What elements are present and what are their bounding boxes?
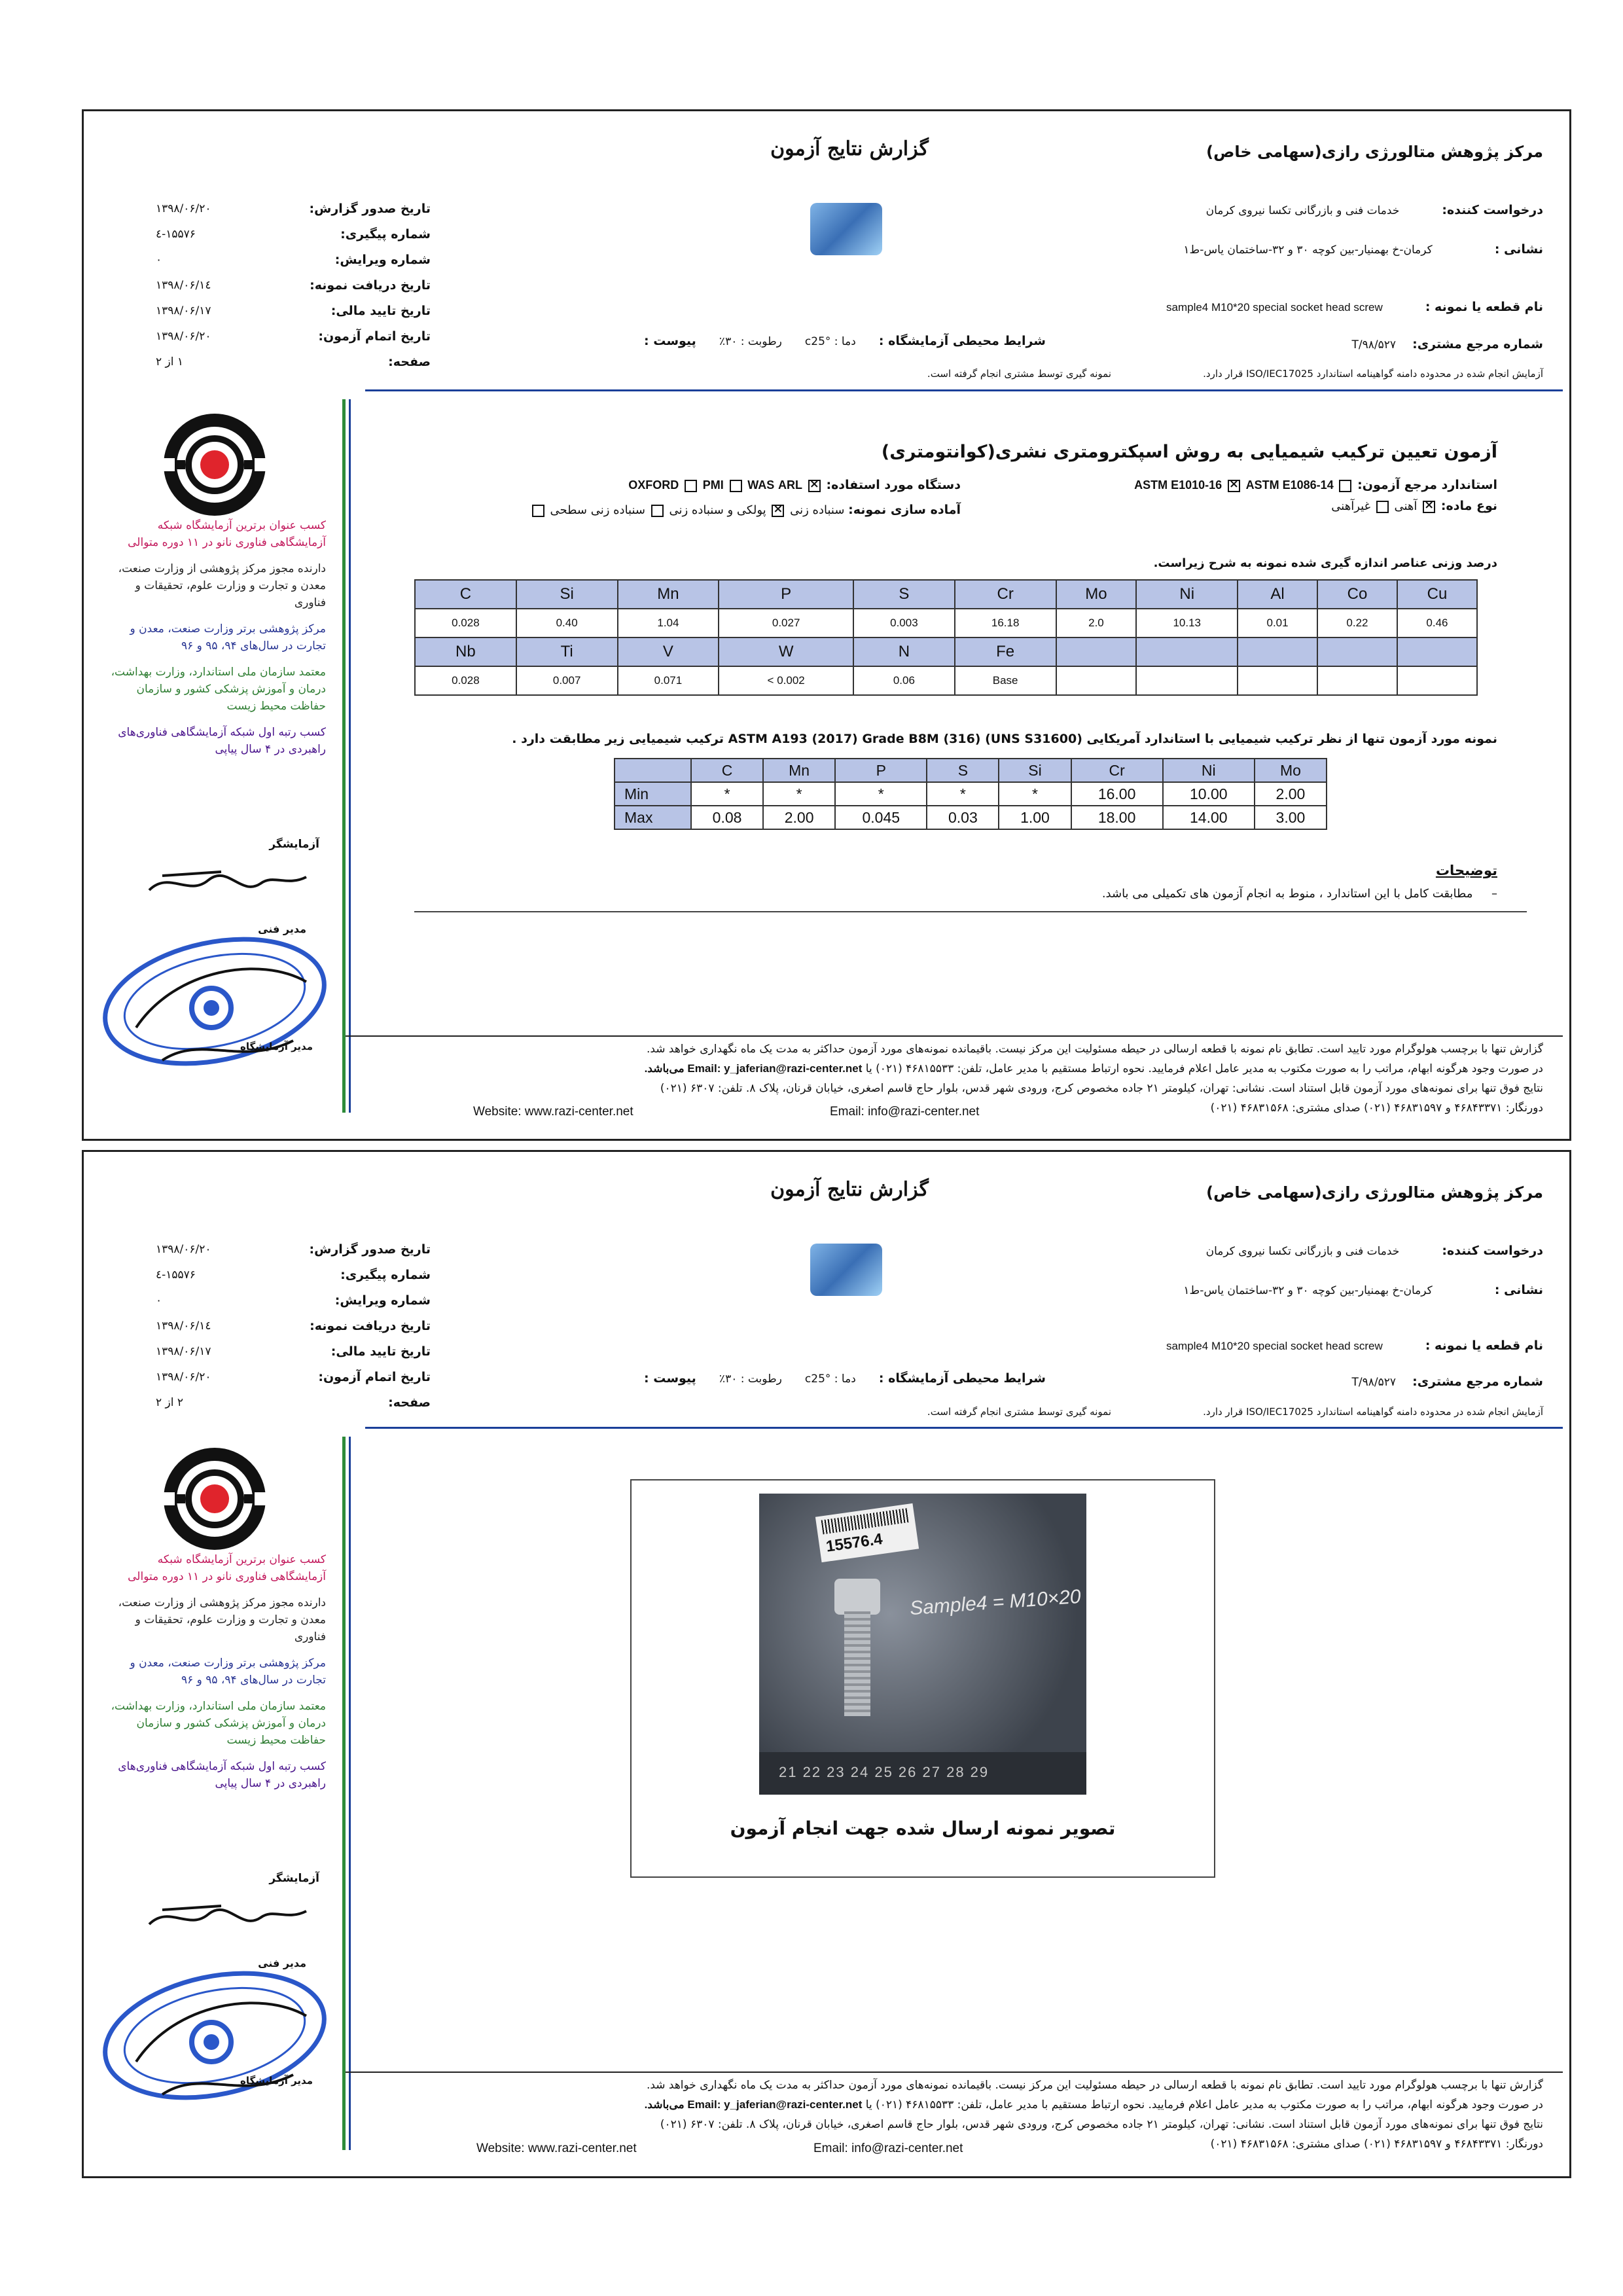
env-temp: دما : °c25 xyxy=(804,335,856,348)
table-cell: 2.00 xyxy=(763,806,835,829)
table-cell: Min xyxy=(615,782,691,806)
hologram-sticker xyxy=(810,1244,882,1296)
table-cell: Co xyxy=(1317,580,1397,609)
meta-tracking: شماره پیگیری: ۱۵۵۷۶-٤ xyxy=(156,227,431,242)
table-cell: V xyxy=(618,637,719,666)
table-cell: * xyxy=(927,782,999,806)
report-meta xyxy=(156,1237,431,1416)
table-cell: Fe xyxy=(955,637,1056,666)
ruler-numbers: 21 22 23 24 25 26 27 28 29 xyxy=(779,1764,990,1780)
ref-row xyxy=(1216,1374,1543,1389)
composition-values-row-2 xyxy=(415,666,1477,695)
photo-frame xyxy=(630,1479,1215,1878)
ref-label: شماره مرجع مشتری: xyxy=(1412,1374,1543,1389)
composition-table xyxy=(414,579,1478,696)
env-humidity: رطوبت : ۳۰٪ xyxy=(719,335,782,348)
table-cell: 0.40 xyxy=(516,609,618,637)
footer-email[interactable]: Email: info@razi-center.net xyxy=(813,2142,963,2155)
sidebar-item: کسب رتبه اول شبکه آزمایشگاهی فناوری‌های راهبردی در ۴ سال پیاپی xyxy=(118,726,326,756)
report-page-1 xyxy=(82,109,1571,1141)
sample-label: نام قطعه یا نمونه : xyxy=(1425,1338,1543,1353)
table-cell: Ni xyxy=(1136,580,1238,609)
sample-value: sample4 M10*20 special socket head screw xyxy=(1166,1340,1383,1352)
requester-label: درخواست کننده: xyxy=(1442,203,1543,217)
address-value: کرمان-خ بهمنیار-بین کوچه ۳۰ و ۳۲-ساختمان یاس-ط۱ xyxy=(1183,243,1433,257)
sidebar-item: معتمد سازمان ملی استاندارد، وزارت بهداشت، درمان و آموزش پزشکی کشور و سازمان حفاظت محیط زیست xyxy=(111,1700,326,1747)
sidebar-item: دارنده مجوز مرکز پژوهشی از وزارت صنعت، معدن و تجارت و وزارت علوم، تحقیقات و فناوری xyxy=(118,1596,326,1643)
table-cell: 14.00 xyxy=(1163,806,1255,829)
notes-underline xyxy=(414,911,1527,912)
spec-elements-row xyxy=(615,759,1327,782)
table-cell xyxy=(1397,637,1477,666)
table-cell: 2.0 xyxy=(1056,609,1137,637)
table-cell: Si xyxy=(999,759,1071,782)
table-cell: 0.007 xyxy=(516,666,618,695)
sample-photo xyxy=(759,1494,1086,1795)
tech-manager-label: مدیر فنی xyxy=(258,1957,306,1969)
photo-caption: تصویر نمونه ارسال شده جهت انجام آزمون xyxy=(730,1818,1116,1839)
screw-thread xyxy=(844,1611,870,1716)
footer-line-4: دورنگار: ۴۶۸۴۳۳۷۱ و ۴۶۸۳۱۵۹۷ (۰۲۱) صدای مشتری: ۴۶۸۳۱۵۶۸ (۰۲۱) xyxy=(1210,1102,1543,1115)
table-cell: C xyxy=(691,759,763,782)
device-pmi: PMI xyxy=(702,478,724,492)
table-cell: 10.13 xyxy=(1136,609,1238,637)
spec-max-row xyxy=(615,806,1327,829)
sidebar-blue-bar xyxy=(349,399,351,1113)
address-row xyxy=(856,242,1543,257)
table-cell: P xyxy=(719,580,853,609)
table-cell: Base xyxy=(955,666,1056,695)
sample-value: sample4 M10*20 special socket head screw xyxy=(1166,301,1383,314)
meta-revision: شماره ویرایش: ۰ xyxy=(156,253,431,267)
footer-line-2: در صورت وجود هرگونه ابهام، مراتب را به صورت مکتوب به مدیر عامل اعلام فرمایید. نحوه ارتباط مستقیم با مدیر عامل، تلفن: ۴۶۸۱۵۵۳۳ (۰۲۱) یا Email: y_jaferian@razi-center.net می‌باشد. xyxy=(644,1062,1543,1075)
footer-email[interactable]: Email: info@razi-center.net xyxy=(830,1105,980,1119)
requester-label: درخواست کننده: xyxy=(1442,1244,1543,1258)
standard-e1086-checkbox[interactable] xyxy=(1228,480,1240,492)
tester-label: آزمایشگر xyxy=(269,1872,319,1885)
table-cell: Si xyxy=(516,580,618,609)
table-cell: 0.027 xyxy=(719,609,853,637)
table-cell: Cr xyxy=(955,580,1056,609)
weight-percent-note: درصد وزنی عناصر اندازه گیری شده نمونه به شرح زیراست. xyxy=(1153,556,1497,570)
sidebar-item: معتمد سازمان ملی استاندارد، وزارت بهداشت، درمان و آموزش پزشکی کشور و سازمان حفاظت محیط زیست xyxy=(111,666,326,713)
table-cell: W xyxy=(719,637,853,666)
report-title: گزارش نتایج آزمون xyxy=(770,1178,929,1201)
table-cell: Ti xyxy=(516,637,618,666)
table-cell: S xyxy=(853,580,955,609)
table-cell: Al xyxy=(1238,580,1317,609)
table-cell: 0.03 xyxy=(927,806,999,829)
hologram-sticker xyxy=(810,203,882,255)
sampling-note: نمونه گیری توسط مشتری انجام گرفته است. xyxy=(927,1406,1111,1418)
footer-website[interactable]: Website: www.razi-center.net xyxy=(473,1105,633,1119)
ref-row xyxy=(1216,337,1543,351)
table-cell: P xyxy=(835,759,927,782)
address-value: کرمان-خ بهمنیار-بین کوچه ۳۰ و ۳۲-ساختمان یاس-ط۱ xyxy=(1183,1284,1433,1297)
env-attachment-label: پیوست : xyxy=(644,1371,696,1386)
table-cell xyxy=(1238,666,1317,695)
table-cell: 10.00 xyxy=(1163,782,1255,806)
table-cell xyxy=(1136,666,1238,695)
lab-manager-label: مدیر آزمایشگاه xyxy=(240,2075,313,2087)
header-divider xyxy=(365,1427,1563,1429)
table-cell: 0.01 xyxy=(1238,609,1317,637)
sidebar-item: کسب رتبه اول شبکه آزمایشگاهی فناوری‌های راهبردی در ۴ سال پیاپی xyxy=(118,1760,326,1790)
table-cell: 0.003 xyxy=(853,609,955,637)
standard-e1086: ASTM E1086-14 xyxy=(1245,478,1334,492)
table-cell: * xyxy=(691,782,763,806)
material-nonferrous: غیرآهنی xyxy=(1331,499,1371,513)
device-pmi-checkbox[interactable] xyxy=(685,480,697,492)
table-cell: 1.00 xyxy=(999,806,1071,829)
address-label: نشانی : xyxy=(1494,242,1543,257)
standard-row xyxy=(961,478,1497,492)
requester-value: خدمات فنی و بازرگانی تکسا نیروی کرمان xyxy=(1205,1245,1400,1258)
table-cell: 0.08 xyxy=(691,806,763,829)
accreditation-note: آزمایش انجام شده در محدوده دامنه گواهینامه استاندارد ISO/IEC17025 قرار دارد. xyxy=(1203,1406,1543,1418)
sampling-note: نمونه گیری توسط مشتری انجام گرفته است. xyxy=(927,368,1111,380)
meta-issue-date: تاریخ صدور گزارش: ۱۳۹۸/۰۶/۲۰ xyxy=(156,202,431,216)
sidebar-green-bar xyxy=(342,399,346,1113)
meta-page: صفحه: ۱ از ۲ xyxy=(156,355,431,369)
requester-row xyxy=(856,203,1543,217)
sidebar-green-bar xyxy=(342,1437,346,2150)
spec-min-row xyxy=(615,782,1327,806)
device-was: WAS xyxy=(747,478,775,492)
prep-option-1-checkbox[interactable] xyxy=(772,505,784,517)
sidebar-item: دارنده مجوز مرکز پژوهشی از وزارت صنعت، معدن و تجارت و وزارت علوم، تحقیقات و فناوری xyxy=(118,562,326,609)
table-cell: Cu xyxy=(1397,580,1477,609)
razi-logo-icon xyxy=(146,409,283,520)
table-cell xyxy=(1317,666,1397,695)
material-label: نوع ماده: xyxy=(1440,499,1497,513)
table-cell xyxy=(615,759,691,782)
meta-finish-date: تاریخ اتمام آزمون: ۱۳۹۸/۰۶/۲۰ xyxy=(156,1370,431,1384)
table-cell: Nb xyxy=(415,637,516,666)
tester-signature-icon xyxy=(143,1892,313,1944)
ruler-strip xyxy=(759,1752,1086,1795)
sidebar-item: مرکز پژوهشی برتر وزارت صنعت، معدن و تجارت در سال‌های ۹۴، ۹۵ و ۹۶ xyxy=(130,1657,326,1687)
prep-option-2-checkbox[interactable] xyxy=(651,505,664,517)
env-label: شرایط محیطی آزمایشگاه : xyxy=(878,334,1046,348)
device-arl: ARL xyxy=(778,478,803,492)
table-cell: Mo xyxy=(1056,580,1137,609)
table-cell: * xyxy=(763,782,835,806)
accreditation-note: آزمایش انجام شده در محدوده دامنه گواهینامه استاندارد ISO/IEC17025 قرار دارد. xyxy=(1203,368,1543,380)
env-row xyxy=(509,1371,1046,1386)
sample-handwriting: Sample4 = M10×20 xyxy=(909,1585,1082,1620)
env-temp: دما : °c25 xyxy=(804,1372,856,1386)
table-cell: 18.00 xyxy=(1071,806,1163,829)
meta-finish-date: تاریخ اتمام آزمون: ۱۳۹۸/۰۶/۲۰ xyxy=(156,329,431,344)
footer-line-4: دورنگار: ۴۶۸۴۳۳۷۱ و ۴۶۸۳۱۵۹۷ (۰۲۱) صدای مشتری: ۴۶۸۳۱۵۶۸ (۰۲۱) xyxy=(1210,2138,1543,2151)
standard-compare-note: نمونه مورد آزمون تنها از نظر ترکیب شیمیایی با استاندارد آمریکایی ASTM A193 (2017) Grade B8M (316) (UNS S31600) ترکیب شیمیایی زیر مطابقت دارد . xyxy=(512,732,1497,746)
table-cell xyxy=(1136,637,1238,666)
composition-values-row-1 xyxy=(415,609,1477,637)
report-meta xyxy=(156,196,431,375)
table-cell xyxy=(1056,637,1137,666)
standard-e1010: ASTM E1010-16 xyxy=(1134,478,1222,492)
company-stamp-icon xyxy=(97,1964,332,2121)
device-label: دستگاه مورد استفاده: xyxy=(826,478,961,492)
table-cell xyxy=(1056,666,1137,695)
device-oxford: OXFORD xyxy=(628,478,679,492)
sample-row xyxy=(823,300,1543,314)
footer-divider xyxy=(346,2072,1563,2073)
env-humidity: رطوبت : ۳۰٪ xyxy=(719,1372,782,1386)
footer-line-2: در صورت وجود هرگونه ابهام، مراتب را به صورت مکتوب به مدیر عامل اعلام فرمایید. نحوه ارتباط مستقیم با مدیر عامل، تلفن: ۴۶۸۱۵۵۳۳ (۰۲۱) یا Email: y_jaferian@razi-center.net می‌باشد. xyxy=(644,2098,1543,2111)
table-cell: Mn xyxy=(763,759,835,782)
table-cell: S xyxy=(927,759,999,782)
device-row xyxy=(437,478,961,492)
tester-signature-icon xyxy=(143,857,313,910)
material-nonferrous-checkbox[interactable] xyxy=(1376,501,1389,513)
composition-elements-row-2 xyxy=(415,637,1477,666)
env-label: شرایط محیطی آزمایشگاه : xyxy=(878,1371,1046,1386)
prep-option-3-checkbox[interactable] xyxy=(532,505,544,517)
table-cell: N xyxy=(853,637,955,666)
table-cell xyxy=(1397,666,1477,695)
composition-elements-row-1 xyxy=(415,580,1477,609)
ref-value: ۵۲۷/T/۹۸ xyxy=(1351,1376,1397,1389)
table-cell: Ni xyxy=(1163,759,1255,782)
spec-limits-table xyxy=(614,758,1327,830)
table-cell: 0.028 xyxy=(415,609,516,637)
table-cell: 2.00 xyxy=(1255,782,1327,806)
table-cell: Mn xyxy=(618,580,719,609)
header-divider xyxy=(365,389,1563,391)
standard-e1010-checkbox[interactable] xyxy=(1339,480,1351,492)
ref-value: ۵۲۷/T/۹۸ xyxy=(1351,338,1397,351)
test-title: آزمون تعیین ترکیب شیمیایی به روش اسپکترومتری نشری(کوانتومتری) xyxy=(881,442,1497,462)
ref-label: شماره مرجع مشتری: xyxy=(1412,337,1543,351)
table-cell: 0.06 xyxy=(853,666,955,695)
address-row xyxy=(856,1283,1543,1297)
table-cell: 0.46 xyxy=(1397,609,1477,637)
table-cell xyxy=(1317,637,1397,666)
material-row xyxy=(961,499,1497,513)
address-label: نشانی : xyxy=(1494,1283,1543,1297)
footer-line-1: گزارش تنها با برچسب هولوگرام مورد تایید است. تطابق نام نمونه با قطعه ارسالی در حیطه مسئولیت این مرکز نیست. باقیمانده نمونه‌های مورد آزمون حداکثر به مدت یک ماه نگهداری خواهد شد. xyxy=(646,2079,1543,2092)
notes-title: توضیحات xyxy=(1435,863,1497,878)
env-attachment-label: پیوست : xyxy=(644,334,696,348)
footer-divider xyxy=(346,1035,1563,1037)
report-title: گزارش نتایج آزمون xyxy=(770,137,929,160)
screw-head xyxy=(834,1579,880,1615)
table-cell: 0.045 xyxy=(835,806,927,829)
table-cell: < 0.002 xyxy=(719,666,853,695)
device-oxford-checkbox[interactable] xyxy=(808,480,821,492)
prep-row xyxy=(372,503,961,517)
org-name: مرکز پژوهش متالورژی رازی(سهامی خاص) xyxy=(1206,1183,1543,1202)
lab-manager-label: مدیر آزمایشگاه xyxy=(240,1041,313,1052)
footer-line-3: نتایج فوق تنها برای نمونه‌های مورد آزمون قابل استناد است. نشانی: تهران، کیلومتر ۲۱ جاده مخصوص کرج، ورودی شهر قدس، بلوار حاج قاسم اصغری، خیابان قرنان، پلاک ۸. تلفن: ۶۳۰۷ (۰۲۱) xyxy=(660,1082,1543,1095)
standard-label: استاندارد مرجع آزمون: xyxy=(1357,478,1497,492)
env-row xyxy=(509,334,1046,348)
sample-row xyxy=(823,1338,1543,1353)
meta-receive-date: تاریخ دریافت نمونه: ۱۳۹۸/۰۶/۱٤ xyxy=(156,1319,431,1333)
meta-finance-date: تاریخ تایید مالی: ۱۳۹۸/۰۶/۱۷ xyxy=(156,1344,431,1359)
table-cell: 1.04 xyxy=(618,609,719,637)
meta-revision: شماره ویرایش: ۰ xyxy=(156,1293,431,1308)
prep-option-1: سنباده زنی xyxy=(790,503,845,517)
sidebar-item: مرکز پژوهشی برتر وزارت صنعت، معدن و تجارت در سال‌های ۹۴، ۹۵ و ۹۶ xyxy=(130,622,326,653)
footer-line-1: گزارش تنها با برچسب هولوگرام مورد تایید است. تطابق نام نمونه با قطعه ارسالی در حیطه مسئولیت این مرکز نیست. باقیمانده نمونه‌های مورد آزمون حداکثر به مدت یک ماه نگهداری خواهد شد. xyxy=(646,1043,1543,1056)
company-stamp-icon xyxy=(97,929,332,1086)
table-cell xyxy=(1238,637,1317,666)
requester-row xyxy=(856,1244,1543,1258)
meta-receive-date: تاریخ دریافت نمونه: ۱۳۹۸/۰۶/۱٤ xyxy=(156,278,431,293)
table-cell: 16.18 xyxy=(955,609,1056,637)
footer-line-3: نتایج فوق تنها برای نمونه‌های مورد آزمون قابل استناد است. نشانی: تهران، کیلومتر ۲۱ جاده مخصوص کرج، ورودی شهر قدس، بلوار حاج قاسم اصغری، خیابان قرنان، پلاک ۸. تلفن: ۶۳۰۷ (۰۲۱) xyxy=(660,2118,1543,2131)
table-cell: 16.00 xyxy=(1071,782,1163,806)
footer-website[interactable]: Website: www.razi-center.net xyxy=(476,2142,637,2155)
sidebar-item: کسب عنوان برترین آزمایشگاه شبکه آزمایشگاهی فناوری نانو در ۱۱ دوره متوالی xyxy=(128,1553,326,1583)
notes-text: – مطابقت کامل با این استاندارد ، منوط به انجام آزمون های تکمیلی می باشد. xyxy=(1101,887,1497,901)
sample-label-number: 15576.4 xyxy=(825,1530,884,1556)
table-cell: 0.071 xyxy=(618,666,719,695)
tech-manager-label: مدیر فنی xyxy=(258,923,306,935)
sidebar-blue-bar xyxy=(349,1437,351,2150)
sample-label: نام قطعه یا نمونه : xyxy=(1425,300,1543,314)
razi-logo-icon xyxy=(146,1443,283,1554)
meta-tracking: شماره پیگیری: ۱۵۵۷۶-٤ xyxy=(156,1268,431,1282)
prep-option-3: سنباده زنی سطحی xyxy=(550,503,645,517)
meta-page: صفحه: ۲ از ۲ xyxy=(156,1395,431,1410)
table-cell: Cr xyxy=(1071,759,1163,782)
sidebar-item: کسب عنوان برترین آزمایشگاه شبکه آزمایشگاهی فناوری نانو در ۱۱ دوره متوالی xyxy=(128,519,326,549)
meta-finance-date: تاریخ تایید مالی: ۱۳۹۸/۰۶/۱۷ xyxy=(156,304,431,318)
material-ferrous-checkbox[interactable] xyxy=(1423,501,1435,513)
prep-option-2: پولکی و سنباده زنی xyxy=(669,503,766,517)
meta-issue-date: تاریخ صدور گزارش: ۱۳۹۸/۰۶/۲۰ xyxy=(156,1242,431,1257)
table-cell: 3.00 xyxy=(1255,806,1327,829)
report-page-2 xyxy=(82,1150,1571,2178)
org-name: مرکز پژوهش متالورژی رازی(سهامی خاص) xyxy=(1206,143,1543,161)
sidebar-achievements xyxy=(110,1551,326,1801)
device-was-checkbox[interactable] xyxy=(730,480,742,492)
table-cell: Max xyxy=(615,806,691,829)
requester-value: خدمات فنی و بازرگانی تکسا نیروی کرمان xyxy=(1205,204,1400,217)
table-cell: Mo xyxy=(1255,759,1327,782)
material-ferrous: آهنی xyxy=(1394,499,1418,513)
table-cell: * xyxy=(835,782,927,806)
table-cell: * xyxy=(999,782,1071,806)
table-cell: 0.22 xyxy=(1317,609,1397,637)
table-cell: 0.028 xyxy=(415,666,516,695)
table-cell: C xyxy=(415,580,516,609)
sidebar-achievements xyxy=(110,517,326,767)
prep-label: آماده سازی نمونه: xyxy=(848,503,961,517)
tester-label: آزمایشگر xyxy=(269,838,319,851)
